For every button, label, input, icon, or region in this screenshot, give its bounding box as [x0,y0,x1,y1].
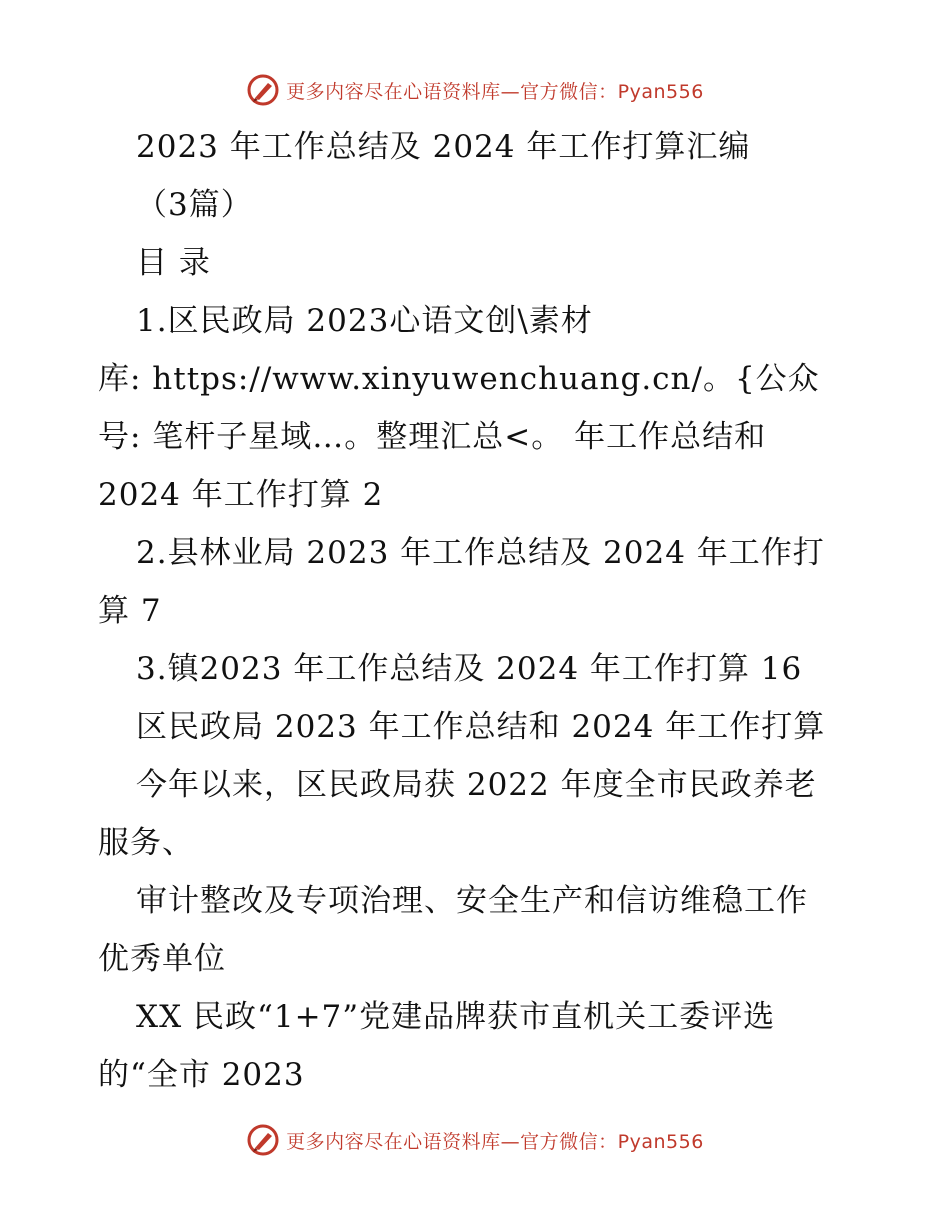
paragraph-line: 的“全市 2023 [98,1057,305,1093]
paragraph-line: 服务、 [98,825,194,861]
pen-logo-icon [246,1123,280,1157]
paragraph-line: 今年以来，区民政局获 2022 年度全市民政养老 [136,767,817,803]
paragraph-line: 审计整改及专项治理、安全生产和信访维稳工作 [136,883,808,919]
document-title: 2023 年工作总结及 2024 年工作打算汇编 [136,129,751,165]
section-title: 区民政局 2023 年工作总结和 2024 年工作打算 [136,709,826,745]
toc-item-1-cont: 库: https://www.xinyuwenchuang.cn/。{公众 [98,361,820,397]
footer-banner [0,1120,950,1160]
toc-item-3: 3.镇2023 年工作总结及 2024 年工作打算 16 [136,651,803,687]
paragraph-line: XX 民政“1+7”党建品牌获市直机关工委评选 [136,999,776,1035]
banner-text: 更多内容尽在心语资料库—官方微信：Pyan556 [286,1130,704,1153]
banner-text: 更多内容尽在心语资料库—官方微信：Pyan556 [286,80,704,103]
toc-item-1: 1.区民政局 2023心语文创\素材 [136,303,593,339]
pen-logo-icon [246,73,280,107]
toc-item-2: 2.县林业局 2023 年工作总结及 2024 年工作打 [136,535,825,571]
toc-item-2-cont: 算 7 [98,593,162,629]
toc-item-1-cont: 2024 年工作打算 2 [98,477,384,513]
document-body [98,118,858,1104]
toc-heading: 目 录 [136,245,211,281]
paragraph-line: 优秀单位 [98,941,226,977]
document-title-count: （3篇） [136,187,253,223]
header-banner [0,70,950,110]
toc-item-1-cont: 号: 笔杆子星域…。整理汇总<。 年工作总结和 [98,419,767,455]
